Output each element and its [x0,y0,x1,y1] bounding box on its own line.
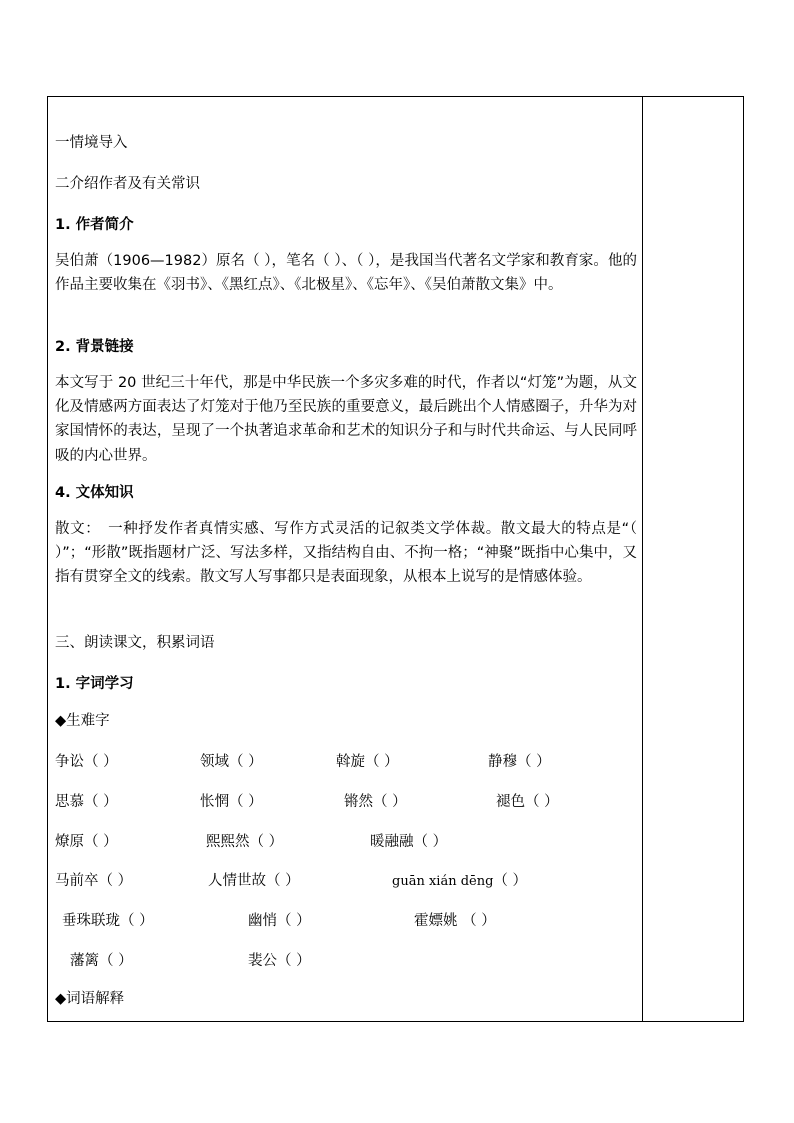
section-author-intro: 二介绍作者及有关常识 [55,176,200,192]
vocab-item: 静穆（ ） [488,754,551,770]
subheading-word-explain: ◆词语解释 [55,991,125,1007]
vocab-item: 熙熙然（ ） [206,834,284,850]
vocab-item: 锵然（ ） [344,794,407,810]
vocab-item: 斡旋（ ） [336,754,399,770]
vocab-item: 幽悄（ ） [248,913,311,929]
vocab-item: 燎原（ ） [55,834,118,850]
heading-words: 1. 字词学习 [55,676,134,692]
vocab-item: 思慕（ ） [55,794,118,810]
vocab-item: 领域（ ） [200,754,263,770]
vocab-item: 暖融融（ ） [370,834,448,850]
vocab-item: 霍嫖姚 （ ） [414,913,496,929]
subheading-hard-chars: ◆生难字 [55,713,110,729]
heading-background: 2. 背景链接 [55,339,134,355]
author-paragraph: 吴伯萧（1906—1982）原名（ ），笔名（ ）、（ ），是我国当代著名文学家和教育家。他的作品主要收集在《羽书》、《黑红点》、《北极星》、《忘年》、《吴伯萧散文集》中。 [55,253,637,294]
section-intro: 一情境导入 [55,135,128,151]
heading-author: 1. 作者简介 [55,217,134,233]
content-cell [48,97,643,1021]
lesson-table [47,96,744,1022]
genre-paragraph: 散文： 一种抒发作者真情实感、写作方式灵活的记叙类文学体裁。散文最大的特点是“（ ）”；“形散”既指题材广泛、写法多样，又指结构自由、不拘一格；“神聚”既指中心集中，又指有贯穿全文的线索。散文写人写事都只是表面现象，从根本上说写的是情感体验。 [55,521,637,586]
heading-genre: 4. 文体知识 [55,485,134,501]
vocab-item: 人情世故（ ） [208,873,300,889]
background-paragraph: 本文写于 20 世纪三十年代，那是中华民族一个多灾多难的时代，作者以“灯笼”为题，从文化及情感两方面表达了灯笼对于他乃至民族的重要意义，最后跳出个人情感圈子，升华为对家国情怀的表达，呈现了一个执著追求革命和艺术的知识分子和与时代共命运、与人民同呼吸的内心世界。 [55,375,637,464]
notes-cell [643,97,743,1021]
section-reading: 三、朗读课文，积累词语 [55,635,215,651]
vocab-item: 裴公（ ） [248,953,311,969]
vocab-item: 垂珠联珑（ ） [62,913,154,929]
vocab-item: 褪色（ ） [496,794,559,810]
vocab-item: guān xián dēng（ ） [392,873,528,889]
vocab-item: 藩篱（ ） [70,953,133,969]
vocab-item: 马前卒（ ） [55,873,133,889]
vocab-item: 怅惘（ ） [200,794,263,810]
vocab-item: 争讼（ ） [55,754,118,770]
